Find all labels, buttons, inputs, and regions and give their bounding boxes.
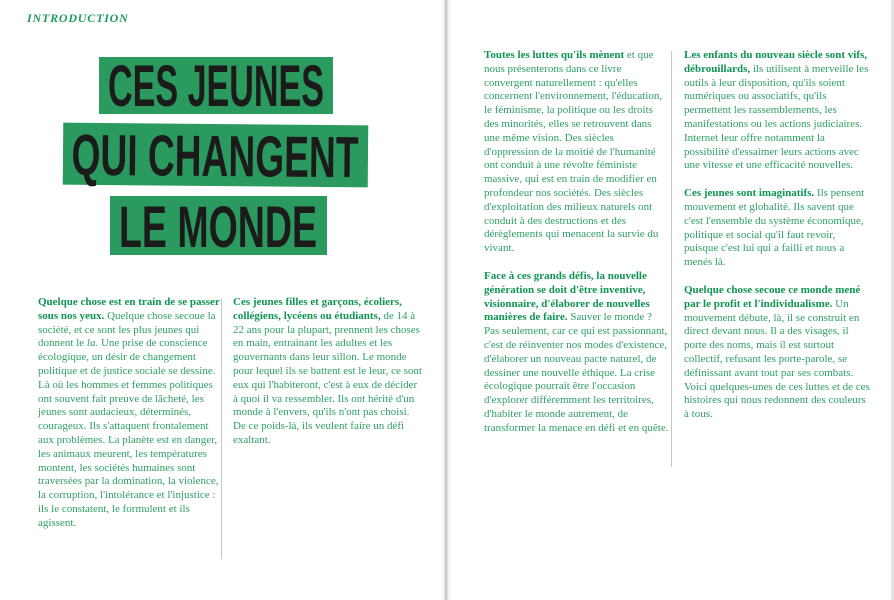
paragraph xyxy=(233,296,423,448)
title-line-3-text: LE MONDE xyxy=(119,195,317,260)
right-page-column-1 xyxy=(484,49,669,450)
title-line-1-text: CES JEUNES xyxy=(108,54,324,119)
paragraph-lead: Quelque chose est en train de se passer sous nos yeux. xyxy=(38,296,220,322)
paragraph xyxy=(684,187,872,270)
paragraph xyxy=(484,270,669,436)
paragraph-body: . Une prise de conscience écologique, un désir de changement politique et de justice sociale se dessine. Là où les hommes et femmes politiques ont souvent fait preuve de lâcheté, les jeunes sont audacieux, déterminés, courageux. Ils s'attaquent frontalement aux problèmes. La planète est en danger, les animaux meurent, les températures montent, les sociétés humaines sont traversées par la domination, la violence, la corruption, l'intolérance et l'injustice : ils le constatent, le formulent et ils agissent. xyxy=(38,337,219,529)
paragraph-lead: Quelque chose secoue ce monde mené par le profit et l'individualisme. xyxy=(684,283,861,310)
title-line-2-text: QUI CHANGENT xyxy=(71,122,520,192)
paragraph-body: ils utilisent à merveille les outils à leur disposition, qu'ils soient numériques ou associatifs, qu'ils permettent les rassemblements, les manifestations ou les actions judiciaires. Internet leur offre notamment la possibilité d'essaimer leurs actions avec une vitesse et une efficacité nouvelles. xyxy=(684,62,869,172)
right-page-column-2 xyxy=(684,49,872,436)
paragraph-body: Sauver le monde ? Pas seulement, car ce qui est passionnant, c'est de réinventer nos modes d'existence, d'élaborer un nouveau pacte naturel, de dessiner une nouvelle éthique. La crise écologique pourrait être l'occasion d'explorer différemment les territoires, d'habiter le monde autrement, de transformer la menace en défi et en quête. xyxy=(484,311,669,434)
title-line-3-block xyxy=(110,195,327,260)
paragraph-body: et que nous présenterons dans ce livre convergent naturellement : qu'elles concernent l'environnement, l'éducation, le féminisme, la politique ou les droits des minorités, elles se retrouvent dans une même vision. Des siècles d'oppression de la moitié de l'humanité ont conduit à une révolte féministe massive, qui est en train de modifier en profondeur nos sociétés. Des siècles d'exploitation des milieux naturels ont conduit à des destructions et des dérèglements qui menacent la survie du vivant. xyxy=(484,49,663,255)
title-line-2-block xyxy=(63,122,520,192)
paragraph-lead: Les enfants du nouveau siècle sont vifs, débrouillards, xyxy=(684,49,868,75)
paragraph xyxy=(484,49,669,256)
paragraph xyxy=(684,284,872,422)
title-line-2-art xyxy=(63,122,520,192)
paragraph xyxy=(684,49,872,173)
paragraph-lead: Ces jeunes filles et garçons, écoliers, collégiens, lycéens ou étudiants, xyxy=(233,296,402,322)
left-page-column-1 xyxy=(38,296,222,545)
title-line-1-block xyxy=(99,54,333,119)
paragraph-body: de 14 à 22 ans pour la plupart, prennent les choses en main, entrainant les adultes et les gouvernants dans leur sillon. Le monde pour lequel ils se battent est le leur, ce sont eux qui l'habiteront, c'est à eux de décider à quoi il va ressembler. Ils ont hérité d'un monde à l'envers, qu'ils n'ont pas choisi. De ce poids-là, ils veulent faire un défi exaltant. xyxy=(233,309,422,446)
paragraph-lead: Face à ces grands défis, la nouvelle génération se doit d'être inventive, visionnaire, d'élaborer de nouvelles manières de faire. xyxy=(484,269,650,324)
page-gutter xyxy=(440,0,452,600)
title-line-1-art xyxy=(99,54,333,119)
paragraph xyxy=(38,296,222,531)
left-page-column-2 xyxy=(233,296,423,462)
paragraph-lead: Toutes les luttes qu'ils mènent xyxy=(484,49,625,61)
section-kicker: INTRODUCTION xyxy=(27,11,129,25)
column-divider-left-page xyxy=(221,299,222,559)
column-divider-right-page xyxy=(671,51,672,467)
paragraph-body: Ils pensent mouvement et globalité. Ils savent que c'est l'ensemble du système économique, politique et social qu'il faut revoir, puisque c'est lui qui a failli et nous a menés là. xyxy=(684,187,865,269)
title-line-3-art xyxy=(110,195,327,260)
paragraph-body: Un mouvement débute, là, il se construit en direct devant nous. Il a des visages, il porte des noms, mais il est surtout collectif, refusant les porte-parole, se définissant avant tout par ses combats. Voici quelques-unes de ces luttes et de ces histoires qui nous redonnent des couleurs à tous. xyxy=(684,297,870,421)
paragraph-body: Quelque chose secoue la société, et ce sont les plus jeunes qui donnent le xyxy=(38,309,216,350)
paragraph-lead: Ces jeunes sont imaginatifs. xyxy=(684,187,815,200)
paragraph-body-italic: la xyxy=(86,337,96,350)
